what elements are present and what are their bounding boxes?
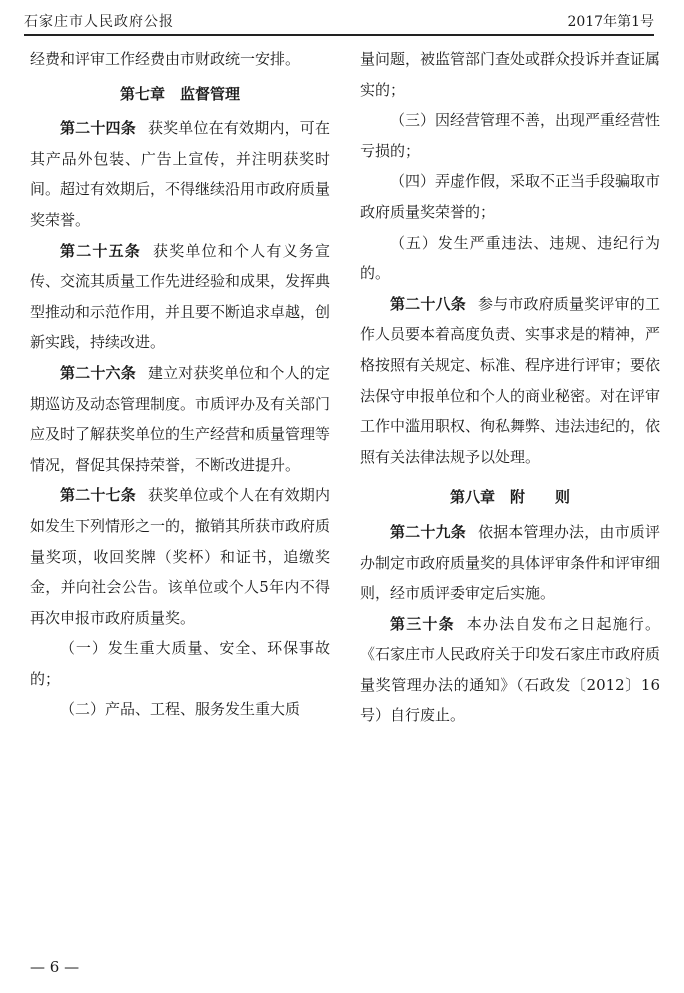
- article-25: [30, 236, 330, 358]
- article-text: 获奖单位或个人在有效期内如发生下列情形之一的，撤销其所获市政府质量奖项，收回奖牌（奖杯）和证书，追缴奖金，并向社会公告。该单位或个人5年内不得再次申报市政府质量奖。: [30, 486, 331, 627]
- article-text: 参与市政府质量奖评审的工作人员要本着高度负责、实事求是的精神，严格按照有关规定、标准、程序进行评审；要依法保守申报单位和个人的商业秘密。对在评审工作中滥用职权、徇私舞弊、违法违纪的，依照有关法律法规予以处理。: [360, 294, 661, 466]
- article-30: [360, 609, 660, 731]
- page-header: [24, 8, 654, 32]
- page-number: — 6 —: [30, 958, 80, 976]
- article-label: 第二十八条: [390, 294, 466, 313]
- article-29: [360, 517, 660, 609]
- article-label: 第二十五条: [60, 241, 141, 260]
- list-item: （五）发生严重违法、违规、违纪行为的。: [360, 233, 660, 283]
- article-text: 建立对获奖单位和个人的定期巡访及动态管理制度。市质评办及有关部门应及时了解获奖单位的生产经营和质量管理等情况，督促其保持荣誉，不断改进提升。: [30, 363, 331, 474]
- article-24: [30, 113, 330, 235]
- chapter-heading: 第七章 监督管理: [119, 84, 240, 103]
- article-label: 第二十六条: [60, 363, 136, 382]
- article-text: 获奖单位和个人有义务宣传、交流其质量工作先进经验和成果，发挥典型推动和示范作用，并且要不断追求卓越，创新实践，持续改进。: [30, 241, 331, 352]
- list-item: （二）产品、工程、服务发生重大质: [60, 700, 301, 719]
- article-text: 获奖单位在有效期内，可在其产品外包装、广告上宣传，并注明获奖时间。超过有效期后，不得继续沿用市政府质量奖荣誉。: [30, 119, 331, 229]
- article-28: [360, 289, 660, 473]
- left-column: [30, 44, 330, 725]
- article-label: 第二十四条: [60, 119, 136, 138]
- article-27: [30, 480, 330, 633]
- article-label: 第三十条: [390, 614, 455, 633]
- list-item: （三）因经营管理不善，出现严重经营性亏损的；: [360, 111, 661, 160]
- issue-number: 2017年第1号: [567, 14, 654, 30]
- list-item: （一）发生重大质量、安全、环保事故的；: [30, 639, 330, 688]
- paragraph: 经费和评审工作经费由市财政统一安排。: [30, 50, 301, 68]
- article-text: 本办法自发布之日起施行。《石家庄市人民政府关于印发石家庄市政府质量奖管理办法的通知》（石政发〔2012〕16号）自行废止。: [360, 614, 661, 725]
- list-item: （四）弄虚作假，采取不正当手段骗取市政府质量奖荣誉的；: [360, 172, 661, 221]
- article-text: 依据本管理办法，由市质评办制定市政府质量奖的具体评审条件和评审细则，经市质评委审定后实施。: [360, 522, 661, 603]
- paragraph: 量问题，被监管部门查处或群众投诉并查证属实的；: [360, 50, 661, 99]
- chapter-heading: 第八章 附 则: [449, 488, 570, 507]
- right-column: [360, 44, 660, 731]
- article-label: 第二十七条: [60, 486, 136, 505]
- article-26: [30, 358, 330, 480]
- publication-title: 石家庄市人民政府公报: [24, 14, 174, 30]
- header-rule: [24, 34, 654, 36]
- article-label: 第二十九条: [390, 522, 466, 541]
